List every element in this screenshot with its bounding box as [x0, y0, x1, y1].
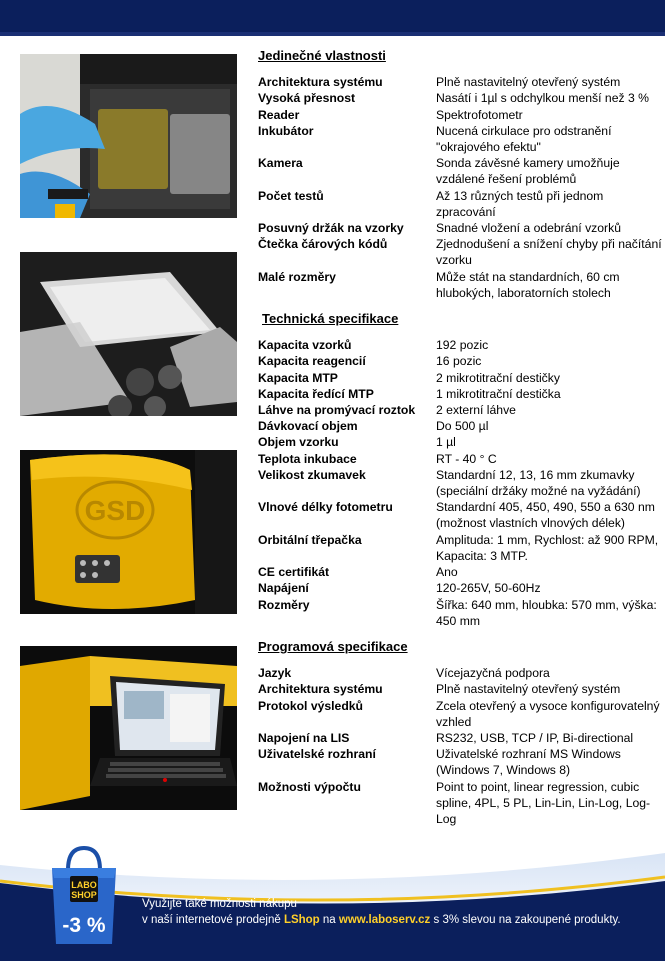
- promo-line2-prefix: v naší internetové prodejně: [142, 914, 284, 926]
- spec-content: [258, 48, 663, 827]
- photo-microplates: [20, 252, 237, 416]
- spec-label: Jazyk: [258, 666, 292, 681]
- spec-row: [258, 123, 663, 155]
- spec-value: 2 mikrotitrační destičky: [436, 370, 560, 385]
- spec-label: Kapacita reagencií: [258, 354, 366, 369]
- badge-labo-text: LABO: [71, 880, 97, 890]
- spec-value: 192 pozic: [436, 338, 489, 353]
- section-gap: [258, 301, 663, 311]
- top-banner-stripe: [0, 32, 665, 36]
- spec-row: [258, 402, 663, 418]
- spec-label: Inkubátor: [258, 123, 314, 138]
- spec-value: 1 mikrotitrační destička: [436, 386, 561, 401]
- spec-value: 2 externí láhve: [436, 403, 516, 418]
- spec-row: [258, 730, 663, 746]
- spec-label: Dávkovací objem: [258, 419, 358, 434]
- spec-value: Nasátí i 1µl s odchylkou menší než 3 %: [436, 91, 649, 106]
- spec-value: Snadné vložení a odebrání vzorků: [436, 221, 621, 236]
- spec-row: [258, 698, 663, 730]
- section-technical-rows: [258, 337, 663, 629]
- spec-row: [258, 467, 663, 499]
- spec-value: Amplituda: 1 mm, Rychlost: až 900 RPM, Kapacita: 3 MTP.: [436, 532, 659, 563]
- promo-url-link[interactable]: www.laboserv.cz: [338, 914, 431, 926]
- spec-row: [258, 188, 663, 220]
- spec-row: [258, 564, 663, 580]
- spec-label: Uživatelské rozhraní: [258, 747, 376, 762]
- spec-row: [258, 746, 663, 778]
- spec-row: [258, 451, 663, 467]
- spec-row: [258, 220, 663, 236]
- promo-line1: Využijte také možnosti nákupu: [142, 898, 297, 910]
- badge-discount-text: -3 %: [62, 914, 106, 937]
- spec-row: [258, 236, 663, 268]
- spec-row: [258, 681, 663, 697]
- spec-row: [258, 370, 663, 386]
- photo-microplates-illustration: [20, 252, 237, 416]
- spec-label: Vlnové délky fotometru: [258, 500, 393, 515]
- spec-row: [258, 418, 663, 434]
- section-unique-rows: [258, 74, 663, 301]
- spec-value: 16 pozic: [436, 354, 482, 369]
- spec-row: [258, 580, 663, 596]
- spec-value: Spektrofotometr: [436, 107, 523, 122]
- spec-label: Malé rozměry: [258, 269, 336, 284]
- promo-shop-link[interactable]: LShop: [283, 914, 320, 926]
- spec-row: [258, 269, 663, 301]
- spec-label: Rozměry: [258, 597, 310, 612]
- spec-value: Do 500 µl: [436, 419, 489, 434]
- spec-value: Nucená cirkulace pro odstranění "okrajového efektu": [436, 123, 612, 155]
- promo-text: [142, 896, 621, 928]
- section-software-rows: [258, 665, 663, 827]
- spec-value: Point to point, linear regression, cubic spline, 4PL, 5 PL, Lin-Lin, Lin-Log, Log-Log: [436, 779, 651, 826]
- spec-label: Velikost zkumavek: [258, 467, 366, 482]
- spec-row: [258, 155, 663, 187]
- spec-value: RS232, USB, TCP / IP, Bi-directional: [436, 730, 634, 745]
- spec-row: [258, 353, 663, 369]
- spec-label: Kapacita MTP: [258, 370, 338, 385]
- spec-label: Čtečka čárových kódů: [258, 237, 388, 252]
- spec-value: Může stát na standardních, 60 cm hlubokých, laboratorních stolech: [436, 269, 620, 300]
- spec-value: Standardní 12, 13, 16 mm zkumavky (speciální držáky možné na vyžádání): [436, 467, 641, 499]
- spec-row: [258, 597, 663, 629]
- spec-value: Sonda závěsné kamery umožňuje vzdálené řešení problémů: [436, 156, 620, 187]
- labo-shop-badge: [48, 844, 120, 948]
- photo-gsd-logo: GSD: [84, 495, 146, 526]
- spec-row: [258, 337, 663, 353]
- spec-label: Reader: [258, 107, 300, 122]
- section-software-title: Programová specifikace: [258, 638, 408, 654]
- shopping-bag-icon: [48, 844, 120, 948]
- spec-value: Vícejazyčná podpora: [436, 666, 550, 681]
- photo-analyzer-laptop-illustration: [20, 646, 237, 810]
- spec-label: Kapacita ředící MTP: [258, 386, 374, 401]
- photo-analyzer-front: [20, 450, 237, 614]
- spec-label: Architektura systému: [258, 75, 383, 90]
- badge-shop-text: SHOP: [71, 890, 97, 900]
- spec-row: [258, 665, 663, 681]
- spec-label: Objem vzorku: [258, 435, 339, 450]
- spec-value: Plně nastavitelný otevřený systém: [436, 682, 621, 697]
- spec-row: [258, 779, 663, 828]
- spec-value: 1 µl: [436, 435, 456, 450]
- spec-label: CE certifikát: [258, 565, 330, 580]
- spec-value: Ano: [436, 565, 458, 580]
- spec-value: Až 13 různých testů při jednom zpracování: [436, 188, 604, 219]
- spec-label: Architektura systému: [258, 682, 383, 697]
- spec-value: Plně nastavitelný otevřený systém: [436, 75, 621, 90]
- section-gap: [258, 629, 663, 639]
- spec-row: [258, 107, 663, 123]
- spec-value: Uživatelské rozhraní MS Windows (Windows 7, Windows 8): [436, 747, 621, 778]
- top-banner: [0, 0, 665, 36]
- spec-row: [258, 532, 663, 564]
- spec-value: Standardní 405, 450, 490, 550 a 630 nm (možnost vlastních vlnových délek): [436, 500, 655, 531]
- section-technical-title: Technická specifikace: [262, 311, 399, 327]
- photo-sample-rack-illustration: [20, 54, 237, 218]
- spec-row: [258, 499, 663, 531]
- spec-label: Napojení na LIS: [258, 730, 350, 745]
- spec-label: Kamera: [258, 156, 303, 171]
- spec-row: [258, 74, 663, 90]
- spec-label: Počet testů: [258, 188, 324, 203]
- spec-label: Teplota inkubace: [258, 451, 357, 466]
- promo-line2-suffix: s 3% slevou na zakoupené produkty.: [430, 914, 621, 926]
- spec-value: Zjednodušení a snížení chyby při načítání vzorku: [436, 237, 662, 268]
- spec-label: Vysoká přesnost: [258, 91, 356, 106]
- spec-label: Možnosti výpočtu: [258, 779, 361, 794]
- spec-label: Protokol výsledků: [258, 698, 363, 713]
- spec-value: RT - 40 ° C: [436, 451, 497, 466]
- spec-row: [258, 90, 663, 106]
- promo-line2: [142, 912, 621, 928]
- spec-label: Posuvný držák na vzorky: [258, 221, 404, 236]
- spec-label: Láhve na promývací roztok: [258, 403, 416, 418]
- spec-label: Orbitální třepačka: [258, 532, 362, 547]
- spec-value: Šířka: 640 mm, hloubka: 570 mm, výška: 450 mm: [436, 597, 657, 628]
- section-unique-title: Jedinečné vlastnosti: [258, 48, 386, 63]
- spec-label: Napájení: [258, 581, 309, 596]
- spec-row: [258, 386, 663, 402]
- photo-analyzer-front-illustration: [20, 450, 237, 614]
- spec-value: 120-265V, 50-60Hz: [436, 581, 541, 596]
- spec-label: Kapacita vzorků: [258, 338, 352, 353]
- photo-analyzer-laptop: [20, 646, 237, 810]
- spec-row: [258, 434, 663, 450]
- promo-line2-mid: na: [319, 914, 339, 926]
- photo-sample-rack: [20, 54, 237, 218]
- spec-value: Zcela otevřený a vysoce konfigurovatelný vzhled: [436, 698, 660, 729]
